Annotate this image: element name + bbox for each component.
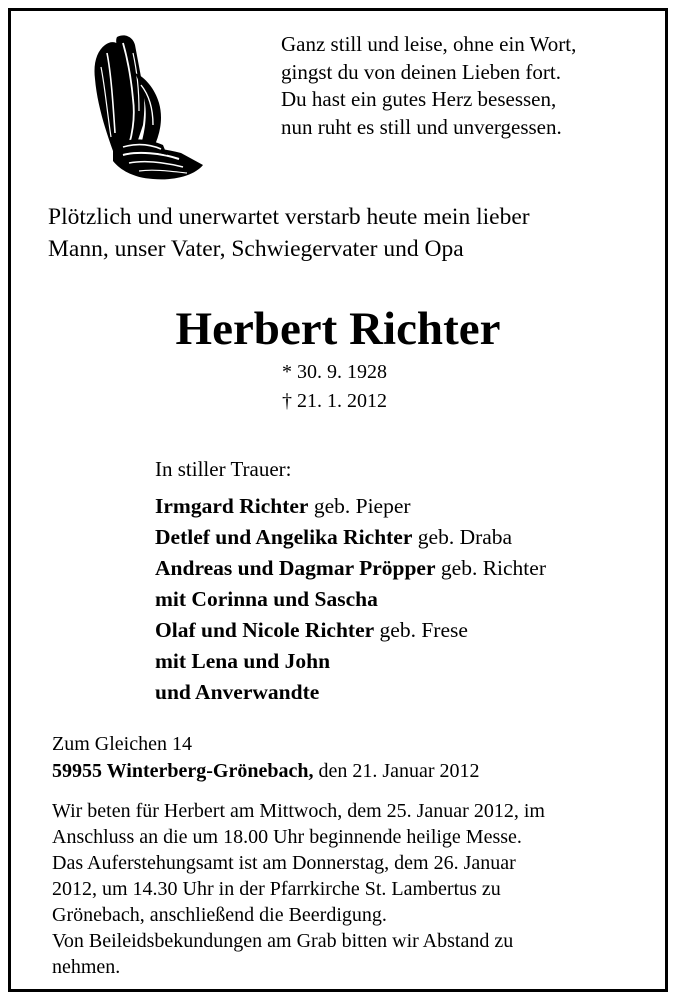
poem-line: Du hast ein gutes Herz besessen,	[281, 87, 557, 111]
announcement-line: Plötzlich und unerwartet verstarb heute mein lieber	[48, 204, 530, 230]
mourner-line	[155, 584, 546, 615]
notice-line: Grönebach, anschließend die Beerdigung.	[52, 904, 387, 926]
mourner-note: geb. Draba	[412, 525, 513, 549]
poem-line: nun ruht es still und unvergessen.	[281, 114, 562, 139]
mourners-heading: In stiller Trauer:	[155, 457, 292, 481]
poem-line: Ganz still und leise, ohne ein Wort,	[281, 32, 577, 56]
mourner-note: geb. Richter	[435, 556, 546, 580]
mourner-note: geb. Pieper	[308, 494, 411, 518]
service-notice	[52, 798, 545, 980]
death-date: † 21. 1. 2012	[282, 389, 387, 412]
notice-line: 2012, um 14.30 Uhr in der Pfarrkirche St. Lambertus zu	[52, 878, 501, 900]
mourner-line	[155, 615, 546, 646]
poem-line: gingst du von deinen Lieben fort.	[281, 59, 561, 84]
praying-hands-icon	[83, 33, 215, 183]
obituary-notice	[8, 8, 668, 992]
mourner-line	[155, 553, 546, 584]
mourner-line	[155, 646, 546, 677]
notice-line: Wir beten für Herbert am Mittwoch, dem 25. Januar 2012, im	[52, 800, 545, 822]
city-date-line	[52, 758, 480, 785]
mourner-note: geb. Frese	[374, 618, 468, 642]
mourner-name: Irmgard Richter	[155, 494, 309, 518]
mourner-line	[155, 491, 546, 522]
notice-line: Das Auferstehungsamt ist am Donnerstag, dem 26. Januar	[52, 852, 516, 874]
street-address: Zum Gleichen 14	[52, 733, 192, 755]
mourners-list	[155, 491, 546, 708]
notice-line: nehmen.	[52, 956, 121, 978]
life-dates	[282, 358, 387, 415]
announcement-line: Mann, unser Vater, Schwiegervater und Opa	[48, 236, 464, 262]
mourner-name: Olaf und Nicole Richter	[155, 618, 375, 642]
notice-line: Anschluss an die um 18.00 Uhr beginnende heilige Messe.	[52, 826, 522, 848]
poem	[281, 31, 576, 141]
mourner-line	[155, 522, 546, 553]
mourner-line	[155, 677, 546, 708]
deceased-name: Herbert Richter	[175, 303, 501, 355]
notice-line: Von Beileidsbekundungen am Grab bitten wir Abstand zu	[52, 930, 514, 952]
birth-date: * 30. 9. 1928	[282, 361, 387, 383]
notice-date: den 21. Januar 2012	[313, 760, 480, 782]
announcement-text	[48, 201, 530, 265]
mourner-name: mit Lena und John	[155, 649, 331, 673]
address-block	[52, 731, 480, 785]
mourner-name: und Anverwandte	[155, 680, 320, 704]
city: 59955 Winterberg-Grönebach,	[52, 760, 314, 782]
mourner-name: Andreas und Dagmar Pröpper	[155, 556, 436, 580]
mourner-name: Detlef und Angelika Richter	[155, 525, 413, 549]
mourner-name: mit Corinna und Sascha	[155, 587, 378, 611]
